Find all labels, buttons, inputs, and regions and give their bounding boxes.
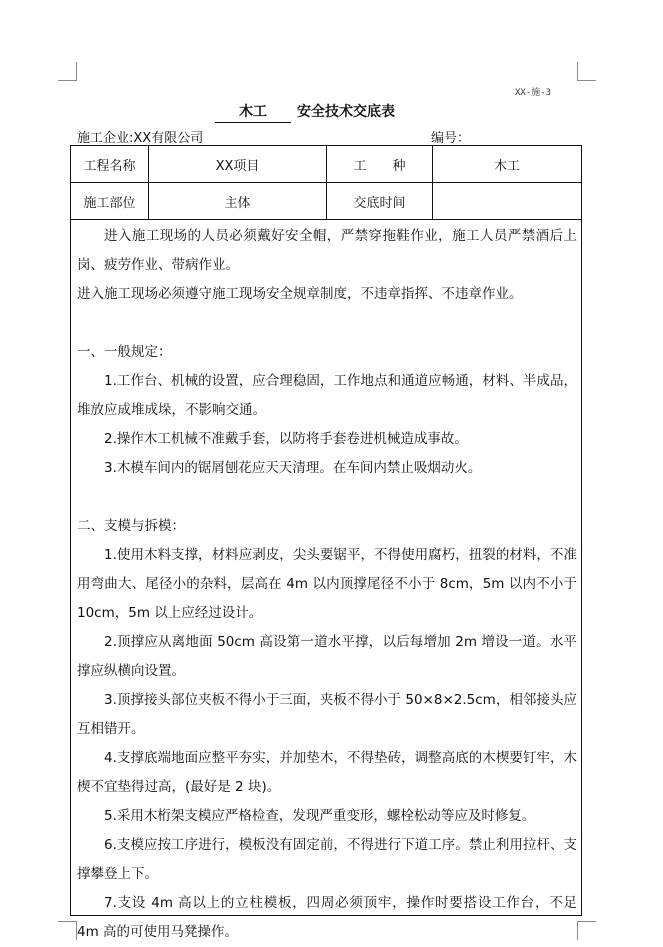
list-item: 3.木模车间内的锯屑刨花应天天清理。在车间内禁止吸烟动火。 (104, 460, 482, 476)
construction-part-label: 施工部位 (71, 183, 149, 219)
disclosure-table (70, 145, 582, 940)
disclosure-time-label: 交底时间 (327, 183, 433, 219)
company-label: 施工企业:XX有限公司 (77, 131, 204, 146)
trade-label: 工 种 (327, 146, 433, 182)
table-row (71, 183, 581, 220)
list-item: 2.操作木工机械不准戴手套，以防将手套卷进机械造成事故。 (104, 431, 468, 447)
list-item: 1.工作台、机械的设置，应合理稳固，工作地点和通道应畅通，材料、半成品，堆放应成堆成垛，不影响交通。 (77, 373, 577, 418)
construction-part-value: 主体 (149, 183, 327, 219)
title-text: 安全技术交底表 (297, 104, 395, 120)
crop-mark-top-left (58, 62, 77, 81)
section-heading: 一、一般规定： (77, 344, 172, 360)
crop-mark-top-right (577, 62, 596, 81)
list-item: 3.顶撑接头部位夹板不得小于三面，夹板不得小于 50×8×2.5cm，相邻接头应互相错开。 (77, 692, 577, 737)
intro-paragraph: 进入施工现场必须遵守施工现场安全规章制度，不违章指挥、不违章作业。 (77, 286, 523, 302)
list-item: 4.支撑底端地面应整平夯实，并加垫木，不得垫砖，调整高底的木楔要钉牢，木楔不宜垫得过高，(最好是 2 块)。 (77, 750, 577, 795)
list-item: 2.顶撑应从离地面 50cm 高设第一道水平撑，以后每增加 2m 增设一道。水平撑应纵横向设置。 (77, 634, 577, 679)
disclosure-content (77, 222, 577, 947)
section-heading: 二、支模与拆模： (77, 518, 185, 534)
title-trade: 木工 (215, 101, 291, 123)
disclosure-time-value (433, 183, 581, 219)
list-item: 1.使用木料支撑，材料应剥皮，尖头要锯平，不得使用腐朽，扭裂的材料，不准用弯曲大、尾径小的杂料，层高在 4m 以内顶撑尾径不小于 8cm，5m 以内不小于 10cm，5m 以上应经过设计。 (77, 547, 577, 621)
serial-number-label: 编号： (431, 131, 471, 146)
document-code: XX-施-3 (515, 88, 552, 98)
project-name-label: 工程名称 (71, 146, 149, 182)
list-item: 5.采用木桁架支模应严格检查，发现严重变形，螺栓松动等应及时修复。 (104, 808, 536, 824)
intro-paragraph: 进入施工现场的人员必须戴好安全帽，严禁穿拖鞋作业，施工人员严禁酒后上岗、疲劳作业、带病作业。 (77, 228, 577, 273)
project-name-value: XX项目 (149, 146, 327, 182)
trade-value: 木工 (493, 158, 520, 174)
crop-mark-bottom-left (58, 921, 77, 940)
document-title (215, 101, 455, 123)
list-item: 6.支模应按工序进行，模板没有固定前，不得进行下道工序。禁止利用拉杆、支撑攀登上下。 (77, 837, 577, 882)
list-item: 7.支设 4m 高以上的立柱模板，四周必须顶牢，操作时要搭设工作台，不足 4m 高的可使用马凳操作。 (77, 895, 577, 940)
crop-mark-bottom-right (577, 921, 596, 940)
table-row (71, 146, 581, 183)
